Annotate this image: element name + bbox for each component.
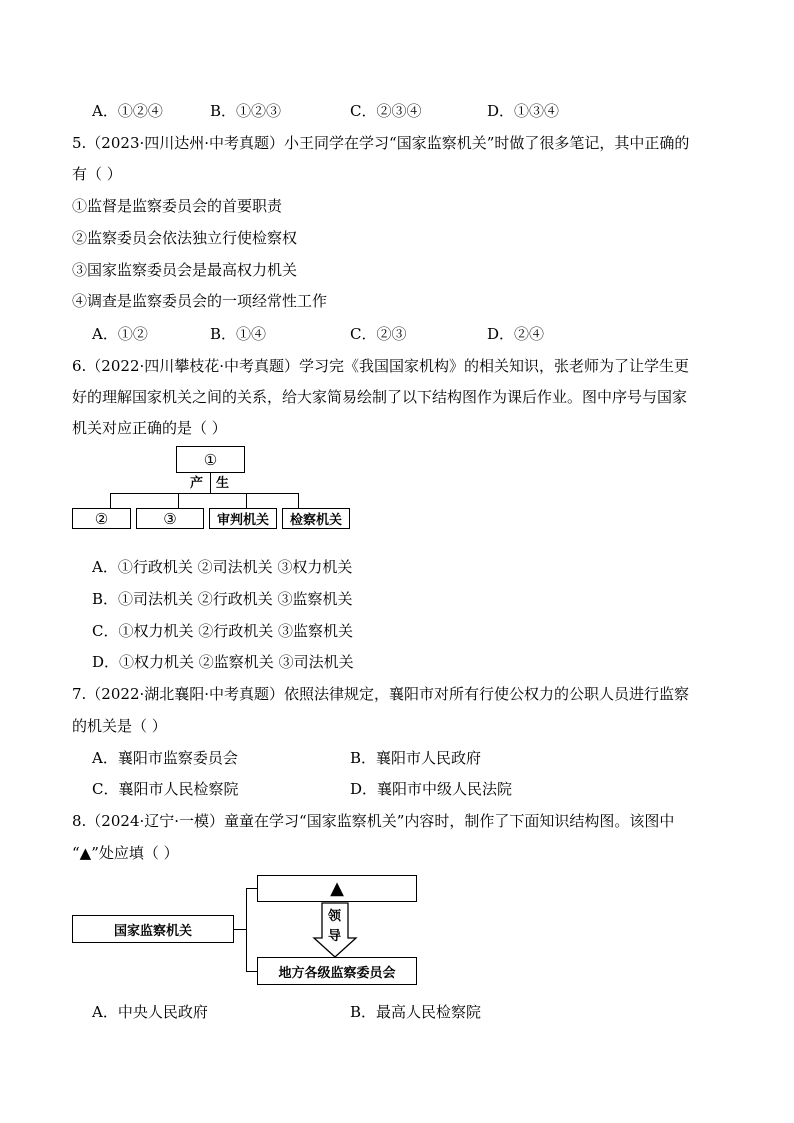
q8-diagram-arrow-label-bottom: 导 xyxy=(328,929,342,944)
q8-diagram-arrow-label-top: 领 xyxy=(328,909,342,924)
q6-diagram-label-chan: 产 xyxy=(190,476,204,491)
q5-item-1: ①监督是监察委员会的首要职责 xyxy=(72,197,283,215)
q5-option-b[interactable]: B．①④ xyxy=(210,325,267,343)
q6-diagram-box-procuratorate: 检察机关 xyxy=(282,508,350,529)
q6-diagram-top-box: ① xyxy=(176,446,245,473)
q8-diagram-bottom-box: 地方各级监察委员会 xyxy=(257,957,417,985)
q4-option-d[interactable]: D．①③④ xyxy=(487,102,560,120)
q7-option-a[interactable]: A．襄阳市监察委员会 xyxy=(92,749,238,767)
q7-stem-line1: 7.（2022·湖北襄阳·中考真题）依照法律规定，襄阳市对所有行使公权力的公职人员进行监察 xyxy=(72,685,690,703)
q6-diagram-box-3: ③ xyxy=(136,508,204,529)
q5-stem-line1: 5.（2023·四川达州·中考真题）小王同学在学习“国家监察机关”时做了很多笔记，其中正确的 xyxy=(72,134,690,152)
q5-stem-line2: 有（ ） xyxy=(72,165,122,183)
q7-option-c[interactable]: C．襄阳市人民检察院 xyxy=(92,780,239,798)
q8-option-a[interactable]: A．中央人民政府 xyxy=(92,1003,208,1021)
q8-diagram-connector xyxy=(246,888,257,889)
q8-diagram-connector xyxy=(234,929,246,930)
q5-option-c[interactable]: C．②③ xyxy=(350,325,407,343)
q5-option-d[interactable]: D．②④ xyxy=(487,325,545,343)
q6-diagram-drop xyxy=(246,493,247,508)
q6-diagram-drop xyxy=(178,493,179,508)
q7-option-d[interactable]: D．襄阳市中级人民法院 xyxy=(350,780,513,798)
q6-diagram-box-2: ② xyxy=(72,508,131,529)
q4-option-b[interactable]: B．①②③ xyxy=(210,102,282,120)
q5-item-2: ②监察委员会依法独立行使检察权 xyxy=(72,229,298,247)
q5-item-3: ③国家监察委员会是最高权力机关 xyxy=(72,261,298,279)
q6-diagram-label-sheng: 生 xyxy=(216,476,230,491)
q6-diagram-stem xyxy=(210,473,211,493)
q8-stem-line2: “▲”处应填（ ） xyxy=(72,844,179,862)
q8-diagram-bracket xyxy=(246,888,247,971)
q5-option-a[interactable]: A．①② xyxy=(92,325,148,343)
q4-option-c[interactable]: C．②③④ xyxy=(350,102,422,120)
q5-item-4: ④调查是监察委员会的一项经常性工作 xyxy=(72,292,328,310)
q6-stem-line2: 好的理解国家机关之间的关系，给大家简易绘制了以下结构图作为课后作业。图中序号与国家 xyxy=(72,388,688,406)
q4-option-a[interactable]: A．①②④ xyxy=(92,102,163,120)
q8-diagram-top-box: ▲ xyxy=(257,875,417,902)
q8-stem-line1: 8.（2024·辽宁·一模）童童在学习“国家监察机关”内容时，制作了下面知识结构图。该图中 xyxy=(72,812,675,830)
q8-diagram-connector xyxy=(246,971,257,972)
q7-stem-line2: 的机关是（ ） xyxy=(72,717,167,735)
q6-option-d[interactable]: D．①权力机关 ②监察机关 ③司法机关 xyxy=(92,653,354,671)
q7-option-b[interactable]: B．襄阳市人民政府 xyxy=(350,749,482,767)
q6-diagram-drop xyxy=(110,493,111,508)
q6-diagram-box-trial: 审判机关 xyxy=(209,508,277,529)
q6-diagram-drop xyxy=(298,493,299,508)
q6-stem-line3: 机关对应正确的是（ ） xyxy=(72,419,227,437)
q6-stem-line1: 6.（2022·四川攀枝花·中考真题）学习完《我国国家机构》的相关知识，张老师为了让学生更 xyxy=(72,357,690,375)
q8-option-b[interactable]: B．最高人民检察院 xyxy=(350,1003,482,1021)
q6-option-a[interactable]: A．①行政机关 ②司法机关 ③权力机关 xyxy=(92,558,353,576)
q6-option-c[interactable]: C．①权力机关 ②行政机关 ③监察机关 xyxy=(92,622,354,640)
q6-option-b[interactable]: B．①司法机关 ②行政机关 ③监察机关 xyxy=(92,590,353,608)
q8-diagram-left-box: 国家监察机关 xyxy=(72,915,234,943)
q6-diagram-branch-line xyxy=(110,493,298,494)
